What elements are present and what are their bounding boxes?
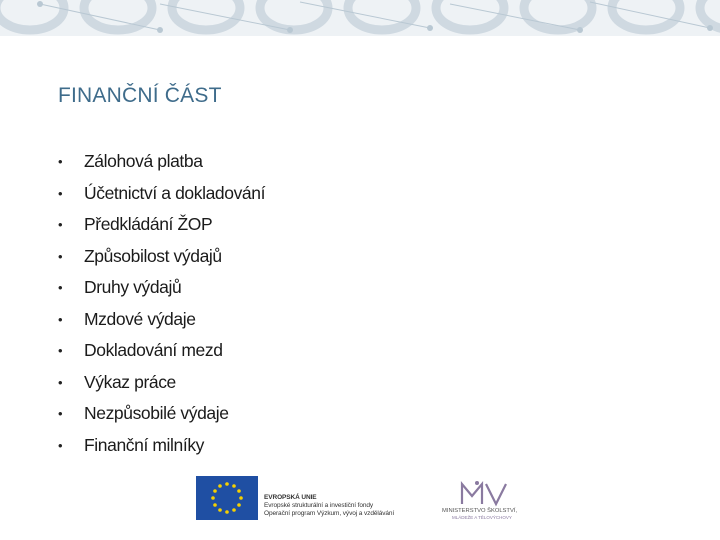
msmt-subtitle: MLÁDEŽE A TĚLOVÝCHOVY: [452, 515, 512, 520]
eu-programme-line: Operační program Výzkum, vývoj a vzdělávání: [264, 510, 395, 517]
eu-funds-line: Evropské strukturální a investiční fondy: [264, 502, 374, 509]
list-item-text: Výkaz práce: [84, 371, 176, 392]
list-item: [58, 335, 265, 367]
list-item: [58, 241, 265, 273]
list-item-text: Nezpůsobilé výdaje: [84, 403, 229, 424]
bullet-icon: •: [58, 343, 63, 359]
bullet-list: [58, 146, 265, 461]
eu-title: EVROPSKÁ UNIE: [264, 494, 317, 501]
msmt-emblem-icon: [442, 478, 532, 508]
list-item-text: Způsobilost výdajů: [84, 245, 222, 266]
slide-title: FINANČNÍ ČÁST: [58, 84, 222, 107]
eu-logo-text: [264, 494, 394, 518]
list-item: [58, 367, 265, 399]
list-item: [58, 178, 265, 210]
list-item: [58, 304, 265, 336]
eu-flag-icon: [196, 476, 258, 520]
list-item: [58, 430, 265, 462]
list-item-text: Dokladování mezd: [84, 340, 223, 361]
bullet-icon: •: [58, 280, 63, 296]
list-item-text: Finanční milníky: [84, 434, 205, 455]
bullet-icon: •: [58, 185, 63, 201]
msmt-name: MINISTERSTVO ŠKOLSTVÍ,: [442, 508, 518, 514]
msmt-logo: [442, 478, 532, 522]
bullet-icon: •: [58, 217, 63, 233]
list-item: [58, 146, 265, 178]
bullet-icon: •: [58, 374, 63, 390]
decorative-header-banner: [0, 0, 720, 36]
list-item: [58, 398, 265, 430]
list-item-text: Druhy výdajů: [84, 277, 182, 298]
pattern-graphic: [0, 0, 720, 36]
list-item-text: Předkládání ŽOP: [84, 214, 213, 235]
footer-logos: [196, 474, 536, 524]
list-item: [58, 209, 265, 241]
list-item-text: Účetnictví a dokladování: [84, 182, 266, 203]
bullet-icon: •: [58, 437, 63, 453]
list-item-text: Zálohová platba: [84, 151, 203, 172]
list-item: [58, 272, 265, 304]
bullet-icon: •: [58, 248, 63, 264]
bullet-icon: •: [58, 406, 63, 422]
bullet-icon: •: [58, 311, 63, 327]
bullet-icon: •: [58, 154, 63, 170]
eu-stars-graphic: [196, 476, 258, 520]
list-item-text: Mzdové výdaje: [84, 308, 196, 329]
